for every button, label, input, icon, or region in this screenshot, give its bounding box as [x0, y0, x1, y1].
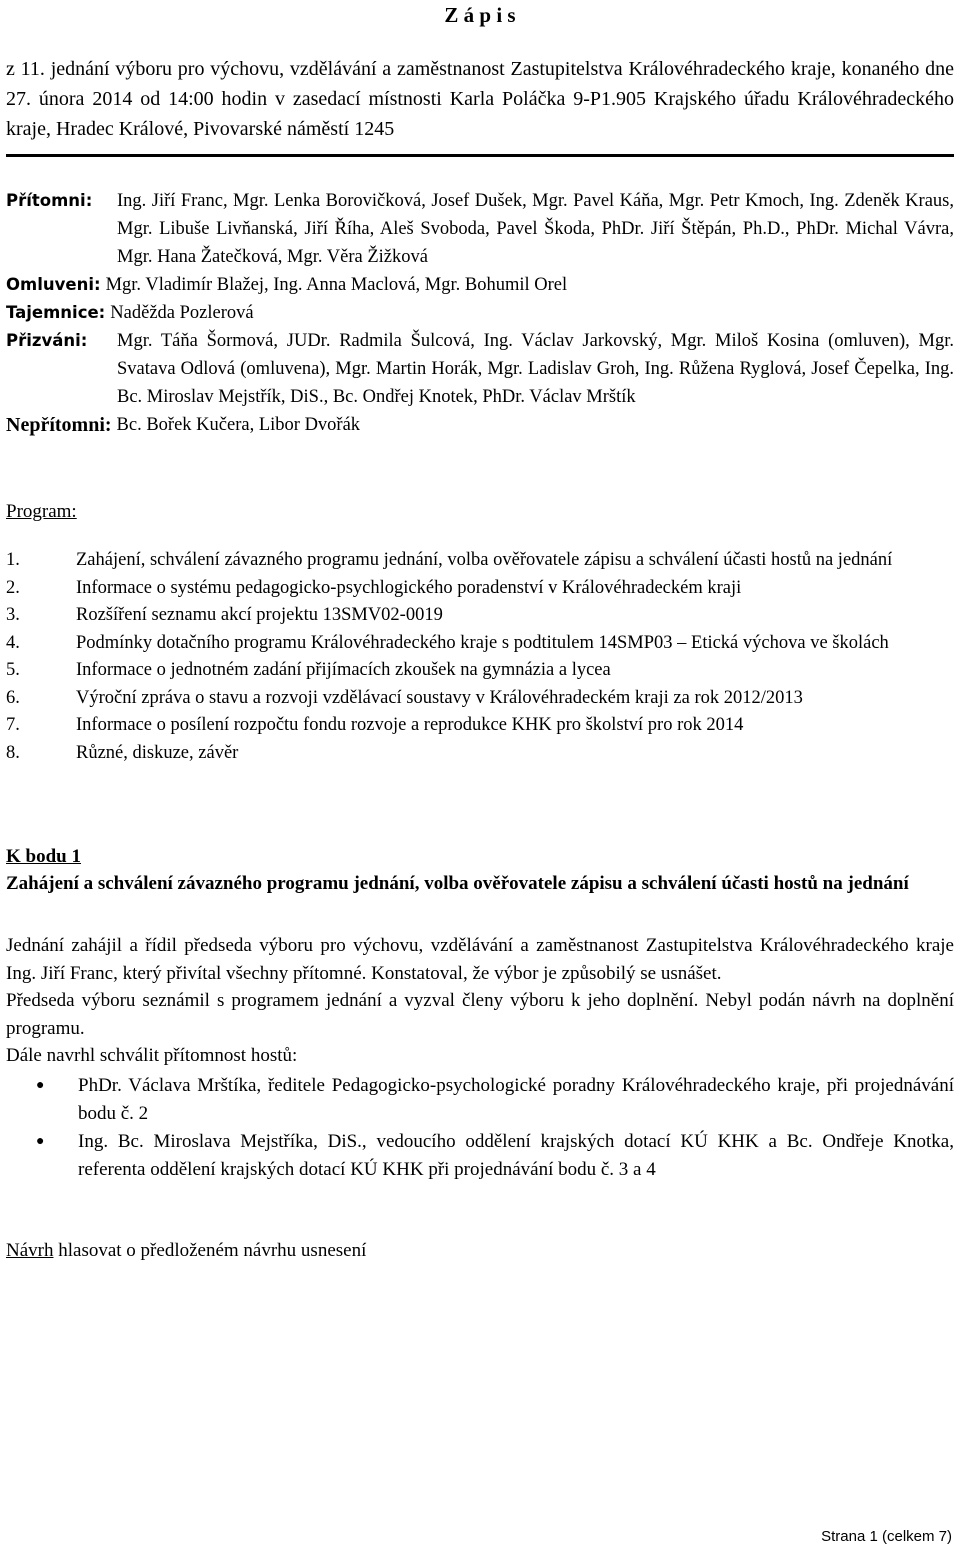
program-item-text: Informace o jednotném zadání přijímacích zkoušek na gymnázia a lycea [76, 660, 611, 680]
program-item-number: 3. [6, 605, 20, 625]
program-item-number: 4. [6, 632, 20, 653]
program-item [6, 575, 954, 603]
proposal-text: hlasovat o předloženém návrhu usnesení [53, 1239, 367, 1261]
proposal-line [6, 1237, 954, 1265]
secretary-label: Tajemnice: [6, 303, 106, 322]
present-row [6, 187, 954, 271]
invited-row [6, 327, 954, 411]
program-item [6, 657, 954, 685]
present-label: Přítomni: [6, 191, 93, 210]
document-page [6, 0, 954, 1265]
guest-list [6, 1072, 954, 1184]
program-item [6, 685, 954, 713]
program-item-number: 7. [6, 715, 20, 735]
meeting-header: z 11. jednání výboru pro výchovu, vzdělávání a zaměstnanost Zastupitelstva Královéhradeckého kraje, konaného dne 27. února 2014 od 14:00 hodin v zasedací místnosti Karla Poláčka 9-P1.905 Krajského úřadu Královéhradeckého kraje, Hradec Králové, Pivovarské náměstí 1245 [6, 58, 954, 140]
invited-list: Mgr. Táňa Šormová, JUDr. Radmila Šulcová, Ing. Václav Jarkovský, Mgr. Miloš Kosina (omluven), Mgr. Svatava Odlová (omluvena), Mgr. Martin Horák, Mgr. Ladislav Groh, Ing. Růžena Ryglová, Josef Čepelka, Ing. Bc. Miroslav Mejstřík, DiS., Bc. Ondřej Knotek, PhDr. Václav Mrštík [117, 331, 954, 407]
secretary-row [6, 299, 954, 327]
guest-item-text: PhDr. Václava Mrštíka, ředitele Pedagogicko-psychologické poradny Královéhradeckého kraje, při projednávání bodu č. 2 [78, 1074, 954, 1124]
program-item-text: Různé, diskuze, závěr [76, 742, 239, 763]
attendance-block [6, 187, 954, 439]
program-item-number: 5. [6, 660, 20, 680]
guest-item [6, 1072, 954, 1128]
proposal-label: Návrh [6, 1239, 54, 1261]
excused-label: Omluveni: [6, 275, 101, 294]
section-heading: K bodu 1 [6, 846, 81, 867]
program-item [6, 712, 954, 740]
invited-label: Přizváni: [6, 331, 88, 350]
page-footer: Strana 1 (celkem 7) [821, 1528, 952, 1545]
section-paragraph: Jednání zahájil a řídil předseda výboru pro výchovu, vzdělávání a zaměstnanost Zastupitelstva Královéhradeckého kraje Ing. Jiří Franc, který přivítal všechny přítomné. Konstatoval, že výbor je způsobilý se usnášet. [6, 935, 954, 984]
program-item-text: Podmínky dotačního programu Královéhradeckého kraje s podtitulem 14SMP03 – Etická výchova ve školách [76, 632, 889, 653]
program-item-text: Rozšíření seznamu akcí projektu 13SMV02-0019 [76, 605, 443, 625]
header-divider [6, 154, 954, 157]
absent-label: Nepřítomni: [6, 414, 112, 436]
program-list [6, 547, 954, 767]
program-item-number: 8. [6, 742, 20, 763]
program-item [6, 630, 954, 658]
program-heading: Program: [6, 501, 77, 522]
program-item [6, 740, 954, 768]
program-item [6, 547, 954, 575]
bullet-icon: ● [36, 1133, 45, 1149]
program-item-number: 1. [6, 550, 20, 570]
section-paragraph: Dále navrhl schválit přítomnost hostů: [6, 1045, 298, 1066]
excused-list: Mgr. Vladimír Blažej, Ing. Anna Maclová, Mgr. Bohumil Orel [105, 275, 568, 295]
absent-row [6, 411, 954, 439]
program-item-number: 6. [6, 687, 20, 708]
program-item-text: Zahájení, schválení závazného programu jednání, volba ověřovatele zápisu a schválení účasti hostů na jednání [76, 550, 893, 570]
present-list: Ing. Jiří Franc, Mgr. Lenka Borovičková, Josef Dušek, Mgr. Pavel Káňa, Mgr. Petr Kmoch, Ing. Zdeněk Kraus, Mgr. Libuše Livňanská, Jiří Říha, Aleš Svoboda, Pavel Škoda, PhDr. Jiří Štěpán, Ph.D., PhDr. Michal Vávra, Mgr. Hana Žatečková, Mgr. Věra Žižková [117, 191, 954, 267]
program-item-text: Informace o systému pedagogicko-psychlogického poradenství v Královéhradeckém kraji [76, 577, 742, 598]
section-paragraph: Předseda výboru seznámil s programem jednání a vyzval členy výboru k jeho doplnění. Nebyl podán návrh na doplnění programu. [6, 990, 954, 1039]
program-item-number: 2. [6, 577, 20, 598]
guest-item-text: Ing. Bc. Miroslava Mejstříka, DiS., vedoucího oddělení krajských dotací KÚ KHK a Bc. Ondřeje Knotka, referenta oddělení krajských dotací KÚ KHK při projednávání bodu č. 3 a 4 [78, 1130, 954, 1180]
program-item-text: Výroční zpráva o stavu a rozvoji vzdělávací soustavy v Královéhradeckém kraji za rok 2012/2013 [76, 687, 803, 708]
document-title: Z á p i s [444, 3, 516, 27]
program-item-text: Informace o posílení rozpočtu fondu rozvoje a reprodukce KHK pro školství pro rok 2014 [76, 715, 744, 735]
excused-row [6, 271, 954, 299]
section-title: Zahájení a schválení závazného programu jednání, volba ověřovatele zápisu a schválení účasti hostů na jednání [6, 873, 909, 894]
bullet-icon: ● [36, 1077, 45, 1093]
absent-list: Bc. Bořek Kučera, Libor Dvořák [116, 415, 361, 435]
program-item [6, 602, 954, 630]
guest-item [6, 1128, 954, 1184]
secretary-name: Naděžda Pozlerová [110, 303, 254, 323]
